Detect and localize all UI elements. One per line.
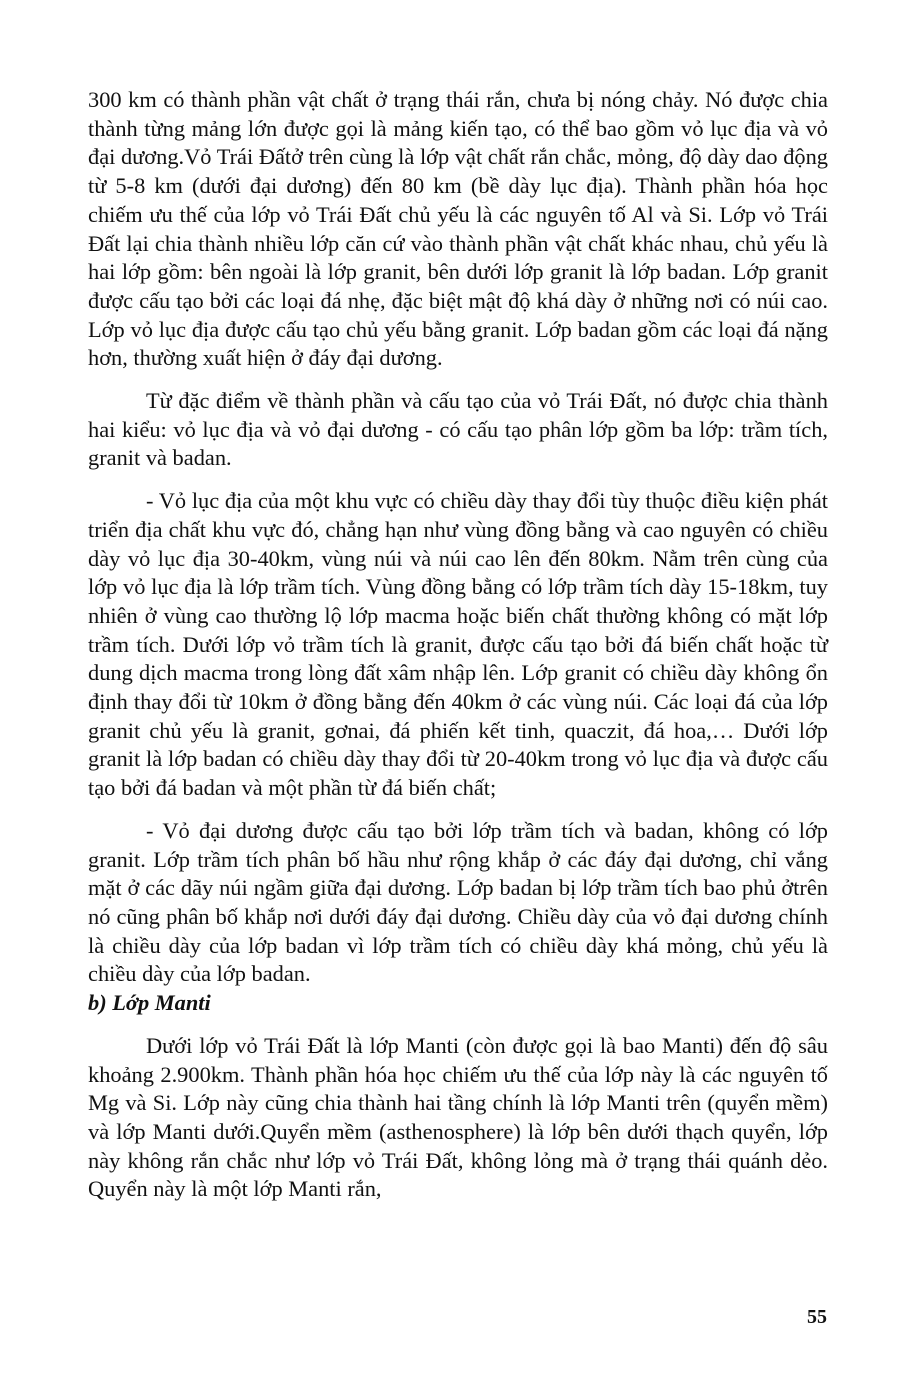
paragraph-continental-crust: - Vỏ lục địa của một khu vực có chiều dày thay đổi tùy thuộc điều kiện phát triển địa chất khu vực đó, chẳng hạn như vùng đồng bằng và cao nguyên có chiều dày vỏ lục địa 30-40km, vùng núi và núi cao lên đến 80km. Nằm trên cùng của lớp vỏ lục địa là lớp trầm tích. Vùng đồng bằng có lớp trầm tích dày 15-18km, tuy nhiên ở vùng cao thường lộ lớp macma hoặc biến chất thường không có mặt lớp trầm tích. Dưới lớp vỏ trầm tích là granit, được cấu tạo bởi đá biến chất hoặc từ dung dịch macma trong lòng đất xâm nhập lên. Lớp granit có chiều dày không ổn định thay đổi từ 10km ở đồng bằng đến 40km ở các vùng núi. Các loại đá của lớp granit chủ yếu là granit, gơnai, đá phiến kết tinh, quaczit, đá hoa,… Dưới lớp granit là lớp badan có chiều dày thay đổi từ 20-40km trong vỏ lục địa và được cấu tạo bởi đá badan và một phần từ đá biến chất; [88,488,828,801]
paragraph-continuation: 300 km có thành phần vật chất ở trạng thái rắn, chưa bị nóng chảy. Nó được chia thành từng mảng lớn được gọi là mảng kiến tạo, có thể bao gồm vỏ lục địa và vỏ đại dương.Vỏ Trái Đấtở trên cùng là lớp vật chất rắn chắc, mỏng, độ dày dao động từ 5-8 km (dưới đại dương) đến 80 km (bề dày lục địa). Thành phần hóa học chiếm ưu thế của lớp vỏ Trái Đất chủ yếu là các nguyên tố Al và Si. Lớp vỏ Trái Đất lại chia thành nhiều lớp căn cứ vào thành phần vật chất khác nhau, chủ yếu là hai lớp gồm: bên ngoài là lớp granit, bên dưới lớp granit là lớp badan. Lớp granit được cấu tạo bởi các loại đá nhẹ, đặc biệt mật độ khá dày ở những nơi có núi cao. Lớp vỏ lục địa được cấu tạo chủ yếu bằng granit. Lớp badan gồm các loại đá nặng hơn, thường xuất hiện ở đáy đại dương. [88,87,828,371]
paragraph-oceanic-crust: - Vỏ đại dương được cấu tạo bởi lớp trầm tích và badan, không có lớp granit. Lớp trầm tích phân bố hầu như rộng khắp ở các đáy đại dương, chỉ vắng mặt ở các dãy núi ngầm giữa đại dương. Lớp badan bị lớp trầm tích bao phủ ởtrên nó cũng phân bố khắp nơi dưới đáy đại dương. Chiều dày của vỏ đại dương chính là chiều dày của lớp badan vì lớp trầm tích có chiều dày khá mỏng, chủ yếu là chiều dày của lớp badan. [88,817,828,987]
paragraph-mantle: Dưới lớp vỏ Trái Đất là lớp Manti (còn được gọi là bao Manti) đến độ sâu khoảng 2.900km. Thành phần hóa học chiếm ưu thế của lớp này là các nguyên tố Mg và Si. Lớp này cũng chia thành hai tầng chính là lớp Manti trên (quyển mềm) và lớp Manti dưới.Quyển mềm (asthenosphere) là lớp bên dưới thạch quyển, lớp này không rắn chắc như lớp vỏ Trái Đất, không lỏng mà ở trạng thái quánh dẻo. Quyển này là một lớp Manti rắn, [88,1032,828,1202]
paragraph-crust-types: Từ đặc điểm về thành phần và cấu tạo của vỏ Trái Đất, nó được chia thành hai kiểu: vỏ lục địa và vỏ đại dương - có cấu tạo phân lớp gồm ba lớp: trầm tích, granit và badan. [88,388,828,471]
page-number: 55 [807,1306,827,1328]
page-body [88,86,828,1204]
section-heading-mantle: b) Lớp Manti [88,990,211,1016]
